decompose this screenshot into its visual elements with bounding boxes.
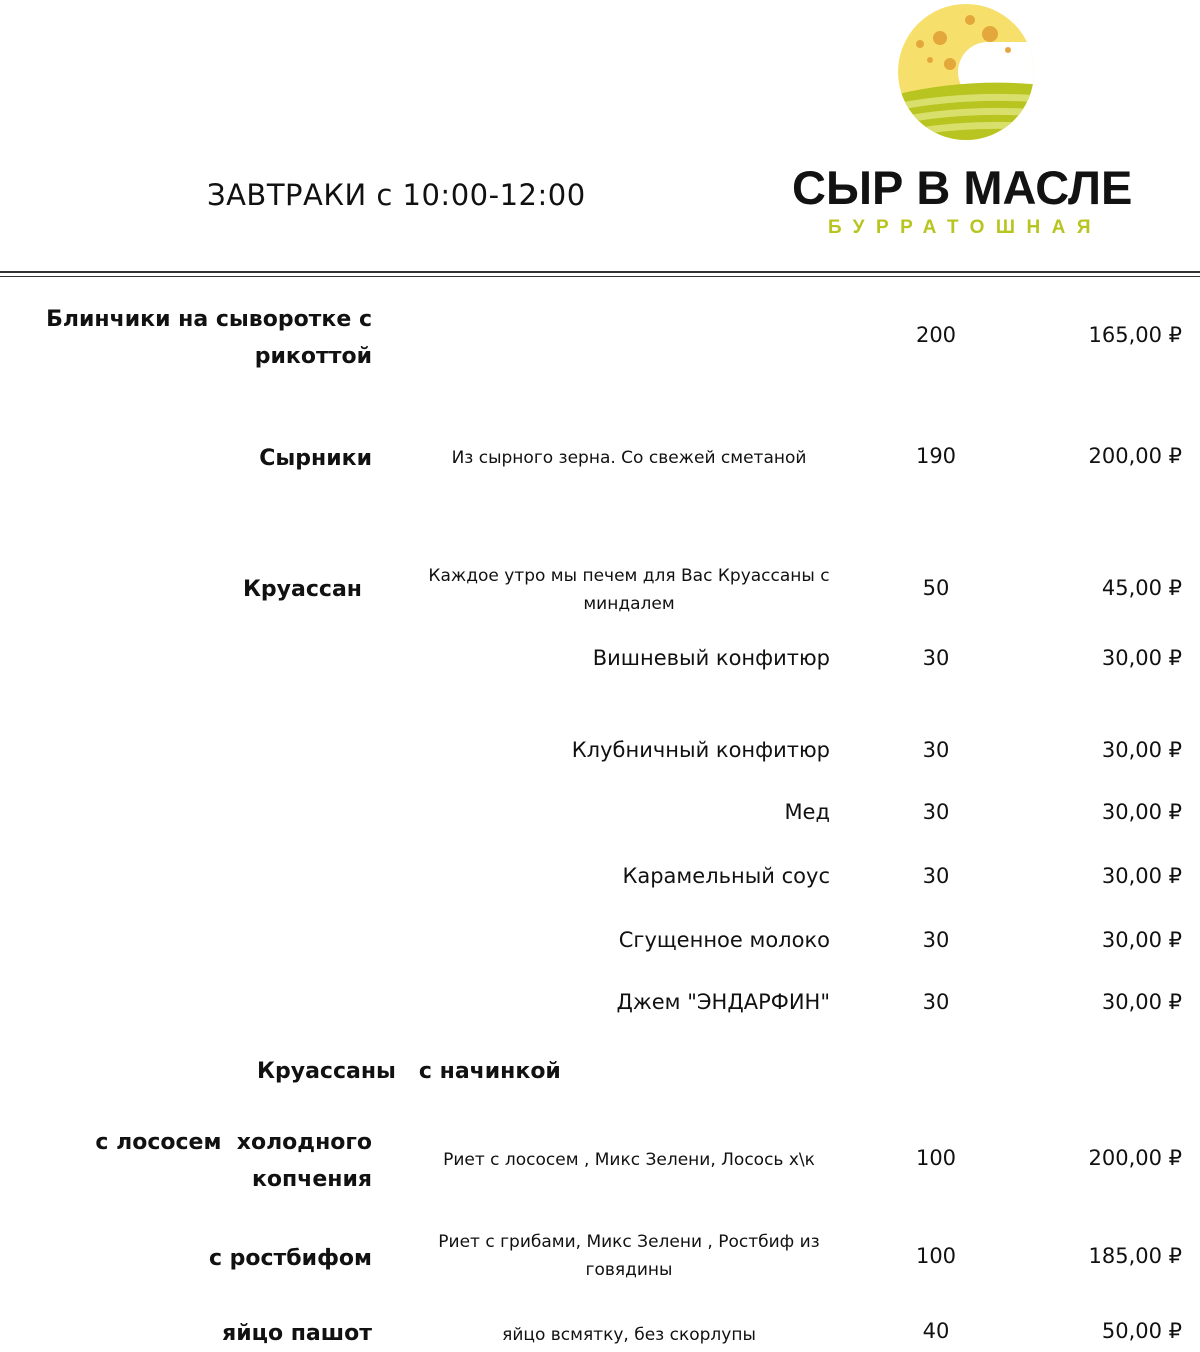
item-price: 200,00 ₽ <box>1088 444 1182 468</box>
item-price: 200,00 ₽ <box>1088 1146 1182 1170</box>
addon-name: Сгущенное молоко <box>618 928 830 952</box>
addon-price: 30,00 ₽ <box>1101 864 1182 888</box>
item-name: Блинчики на сыворотке с рикоттой <box>46 307 372 369</box>
item-description: Риет с лососем , Микс Зелени, Лосось х\к <box>443 1150 815 1170</box>
item-weight: 100 <box>915 1146 957 1170</box>
addon-weight: 30 <box>922 990 950 1014</box>
addon-price: 30,00 ₽ <box>1101 646 1182 670</box>
addon-name: Карамельный соус <box>622 864 830 888</box>
item-description: яйцо всмятку, без скорлупы <box>502 1325 756 1345</box>
addon-price: 30,00 ₽ <box>1101 800 1182 824</box>
addon-weight: 30 <box>922 800 950 824</box>
addon-name: Мед <box>784 800 830 824</box>
item-price: 185,00 ₽ <box>1088 1244 1182 1268</box>
addon-price: 30,00 ₽ <box>1101 738 1182 762</box>
addon-price: 30,00 ₽ <box>1101 990 1182 1014</box>
cheese-logo-icon <box>890 0 1050 150</box>
addon-name: Клубничный конфитюр <box>571 738 830 762</box>
item-price: 45,00 ₽ <box>1101 576 1182 600</box>
addon-weight: 30 <box>922 738 950 762</box>
item-price: 50,00 ₽ <box>1101 1319 1182 1343</box>
addon-weight: 30 <box>922 864 950 888</box>
addon-price: 30,00 ₽ <box>1101 928 1182 952</box>
brand-name: СЫР В МАСЛЕ <box>792 161 1133 214</box>
item-name: яйцо пашот <box>222 1321 372 1346</box>
item-name: с лососем холодного копчения <box>95 1130 380 1192</box>
item-description: Каждое утро мы печем для Вас Круассаны с миндалем <box>428 566 830 614</box>
addon-weight: 30 <box>922 646 950 670</box>
addon-name: Вишневый конфитюр <box>592 646 830 670</box>
item-name: с ростбифом <box>208 1246 372 1271</box>
divider <box>0 276 1200 277</box>
item-weight: 190 <box>915 444 957 468</box>
item-weight: 50 <box>922 576 950 600</box>
brand-subtitle: БУРРАТОШНАЯ <box>828 217 1103 238</box>
section-title: Круассаны с начинкой <box>257 1059 561 1084</box>
item-name: Круассан <box>242 577 362 602</box>
item-description: Из сырного зерна. Со свежей сметаной <box>451 448 807 468</box>
addon-name: Джем "ЭНДАРФИН" <box>616 990 830 1014</box>
page-title: ЗАВТРАКИ с 10:00-12:00 <box>207 178 586 212</box>
item-weight: 40 <box>922 1319 950 1343</box>
addon-weight: 30 <box>922 928 950 952</box>
divider <box>0 271 1200 273</box>
item-name: Сырники <box>259 446 372 471</box>
item-description: Риет с грибами, Микс Зелени , Ростбиф из говядины <box>438 1232 820 1280</box>
item-weight: 200 <box>915 323 957 347</box>
item-weight: 100 <box>915 1244 957 1268</box>
item-price: 165,00 ₽ <box>1088 323 1182 347</box>
